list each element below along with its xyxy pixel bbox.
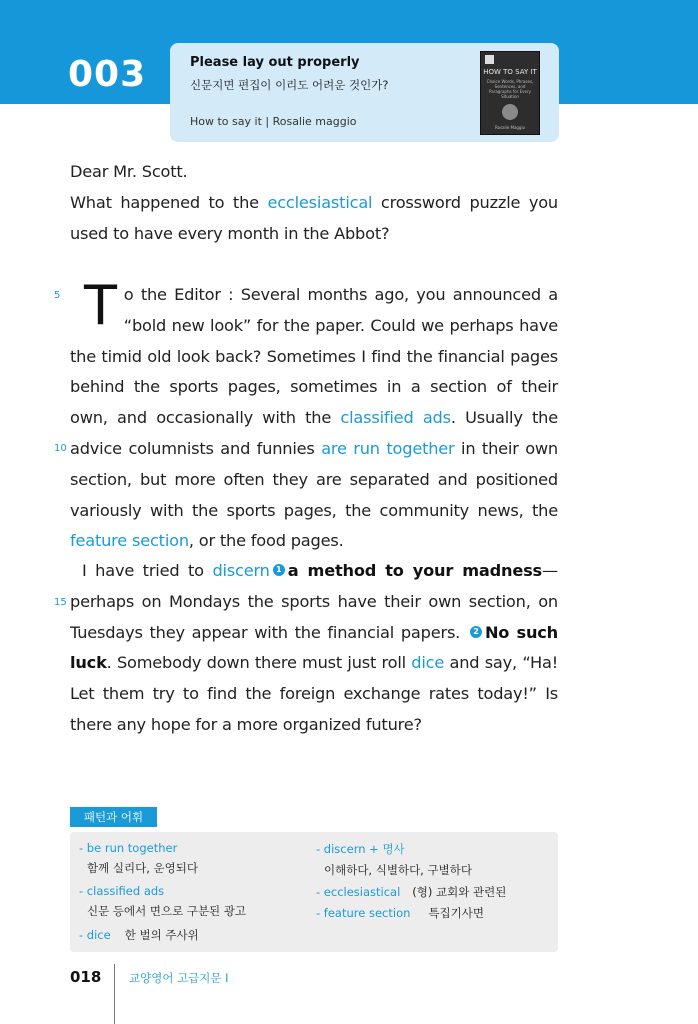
drop-cap: T bbox=[84, 274, 117, 337]
vocab-definition: 이해하다, 식별하다, 구별하다 bbox=[324, 863, 472, 877]
text-run: What happened to the bbox=[70, 192, 268, 212]
letter-paragraph-3 bbox=[70, 556, 558, 741]
text-run: crossword puzzle you used to have every month in the Abbot? bbox=[70, 192, 558, 243]
book-cover-image bbox=[480, 51, 540, 135]
lesson-number: 003 bbox=[68, 54, 147, 95]
vocab-item bbox=[316, 905, 484, 921]
vocab-term: - discern + 명사 bbox=[316, 842, 405, 856]
publisher-logo-icon bbox=[485, 55, 494, 64]
vocab-highlight-classified-ads: classified ads bbox=[340, 408, 451, 428]
text-run: o the Editor : Several months ago, you announced a “bold new look” for the paper. Could we perhaps have the timid old look back? Sometimes I find the financial pages behind the sports pages, sometimes in a section of their own, and occasionally with the bbox=[70, 285, 558, 428]
line-number-5: 5 bbox=[54, 290, 61, 301]
vocab-item bbox=[316, 884, 506, 900]
text-run: . Usually the advice columnists and funnies bbox=[70, 408, 558, 458]
note-marker-1: 1 bbox=[273, 564, 285, 576]
vocab-item bbox=[79, 884, 246, 919]
vocab-definition: 신문 등에서 면으로 구분된 광고 bbox=[87, 904, 247, 918]
book-seal-icon bbox=[502, 104, 518, 120]
vocab-definition: (형) 교회와 관련된 bbox=[412, 885, 507, 899]
vocab-term: - feature section bbox=[316, 906, 411, 920]
footer-divider bbox=[114, 964, 115, 1024]
vocab-highlight-ecclesiastical: ecclesiastical bbox=[267, 192, 373, 212]
vocab-item bbox=[79, 927, 199, 943]
vocab-highlight-feature-section: feature section bbox=[70, 531, 189, 551]
lesson-title: Please lay out properly bbox=[190, 55, 360, 70]
text-run: , or the food pages. bbox=[188, 531, 344, 551]
line-number-15: 15 bbox=[54, 597, 67, 608]
lesson-subtitle: 신문지면 편집이 이리도 어려운 것인가? bbox=[190, 78, 389, 92]
vocab-section-tag: 패턴과 어휘 bbox=[70, 807, 157, 827]
lesson-source: How to say it | Rosalie maggio bbox=[190, 115, 357, 128]
vocab-term: - dice bbox=[79, 928, 111, 942]
letter-paragraph-2 bbox=[70, 274, 558, 557]
vocab-term: - be run together bbox=[79, 841, 178, 855]
book-cover-author: Rosalie Maggio bbox=[494, 125, 526, 130]
text-run: in their own section, but more often they are separated and positioned variously with the sports pages, the community news, the bbox=[70, 438, 558, 520]
text-run: . Somebody down there must just roll bbox=[106, 653, 412, 673]
vocab-item bbox=[79, 841, 198, 876]
vocab-highlight-are-run-together: are run together bbox=[321, 438, 455, 458]
letter-salutation: Dear Mr. Scott. bbox=[70, 162, 188, 181]
note-marker-2: 2 bbox=[470, 626, 482, 638]
line-number-10: 10 bbox=[54, 443, 67, 454]
book-name: 교양영어 고급지문 I bbox=[129, 971, 229, 985]
bold-phrase-method: a method to your madness bbox=[287, 561, 542, 580]
vocab-definition: 특집기사면 bbox=[428, 906, 484, 920]
vocab-highlight-discern: discern bbox=[212, 561, 270, 580]
lesson-info-box bbox=[170, 43, 559, 142]
page-number: 018 bbox=[70, 968, 102, 986]
text-run: — perhaps on Mondays the sports have their own section, on Tuesdays they appear with the financial papers. bbox=[70, 561, 558, 642]
text-run: and say, “Ha! Let them try to find the foreign exchange rates today!” Is there any hope for a more organized future? bbox=[70, 653, 558, 734]
vocab-definition: 한 벌의 주사위 bbox=[124, 928, 199, 942]
text-run: I have tried to bbox=[82, 561, 213, 580]
vocab-highlight-dice: dice bbox=[411, 653, 445, 673]
letter-paragraph-1 bbox=[70, 157, 558, 249]
book-cover-title: HOW TO SAY IT bbox=[483, 68, 537, 76]
vocab-box bbox=[70, 832, 558, 952]
vocab-term: - ecclesiastical bbox=[316, 885, 401, 899]
vocab-term: - classified ads bbox=[79, 884, 165, 898]
bold-phrase-no-such-luck: No such luck bbox=[70, 622, 558, 673]
vocab-definition: 함께 실리다, 운영되다 bbox=[87, 861, 198, 875]
vocab-item bbox=[316, 841, 472, 878]
book-cover-subtitle: Choice Words, Phrases, Sentences, and Paragraphs for Every Situation bbox=[486, 79, 534, 99]
